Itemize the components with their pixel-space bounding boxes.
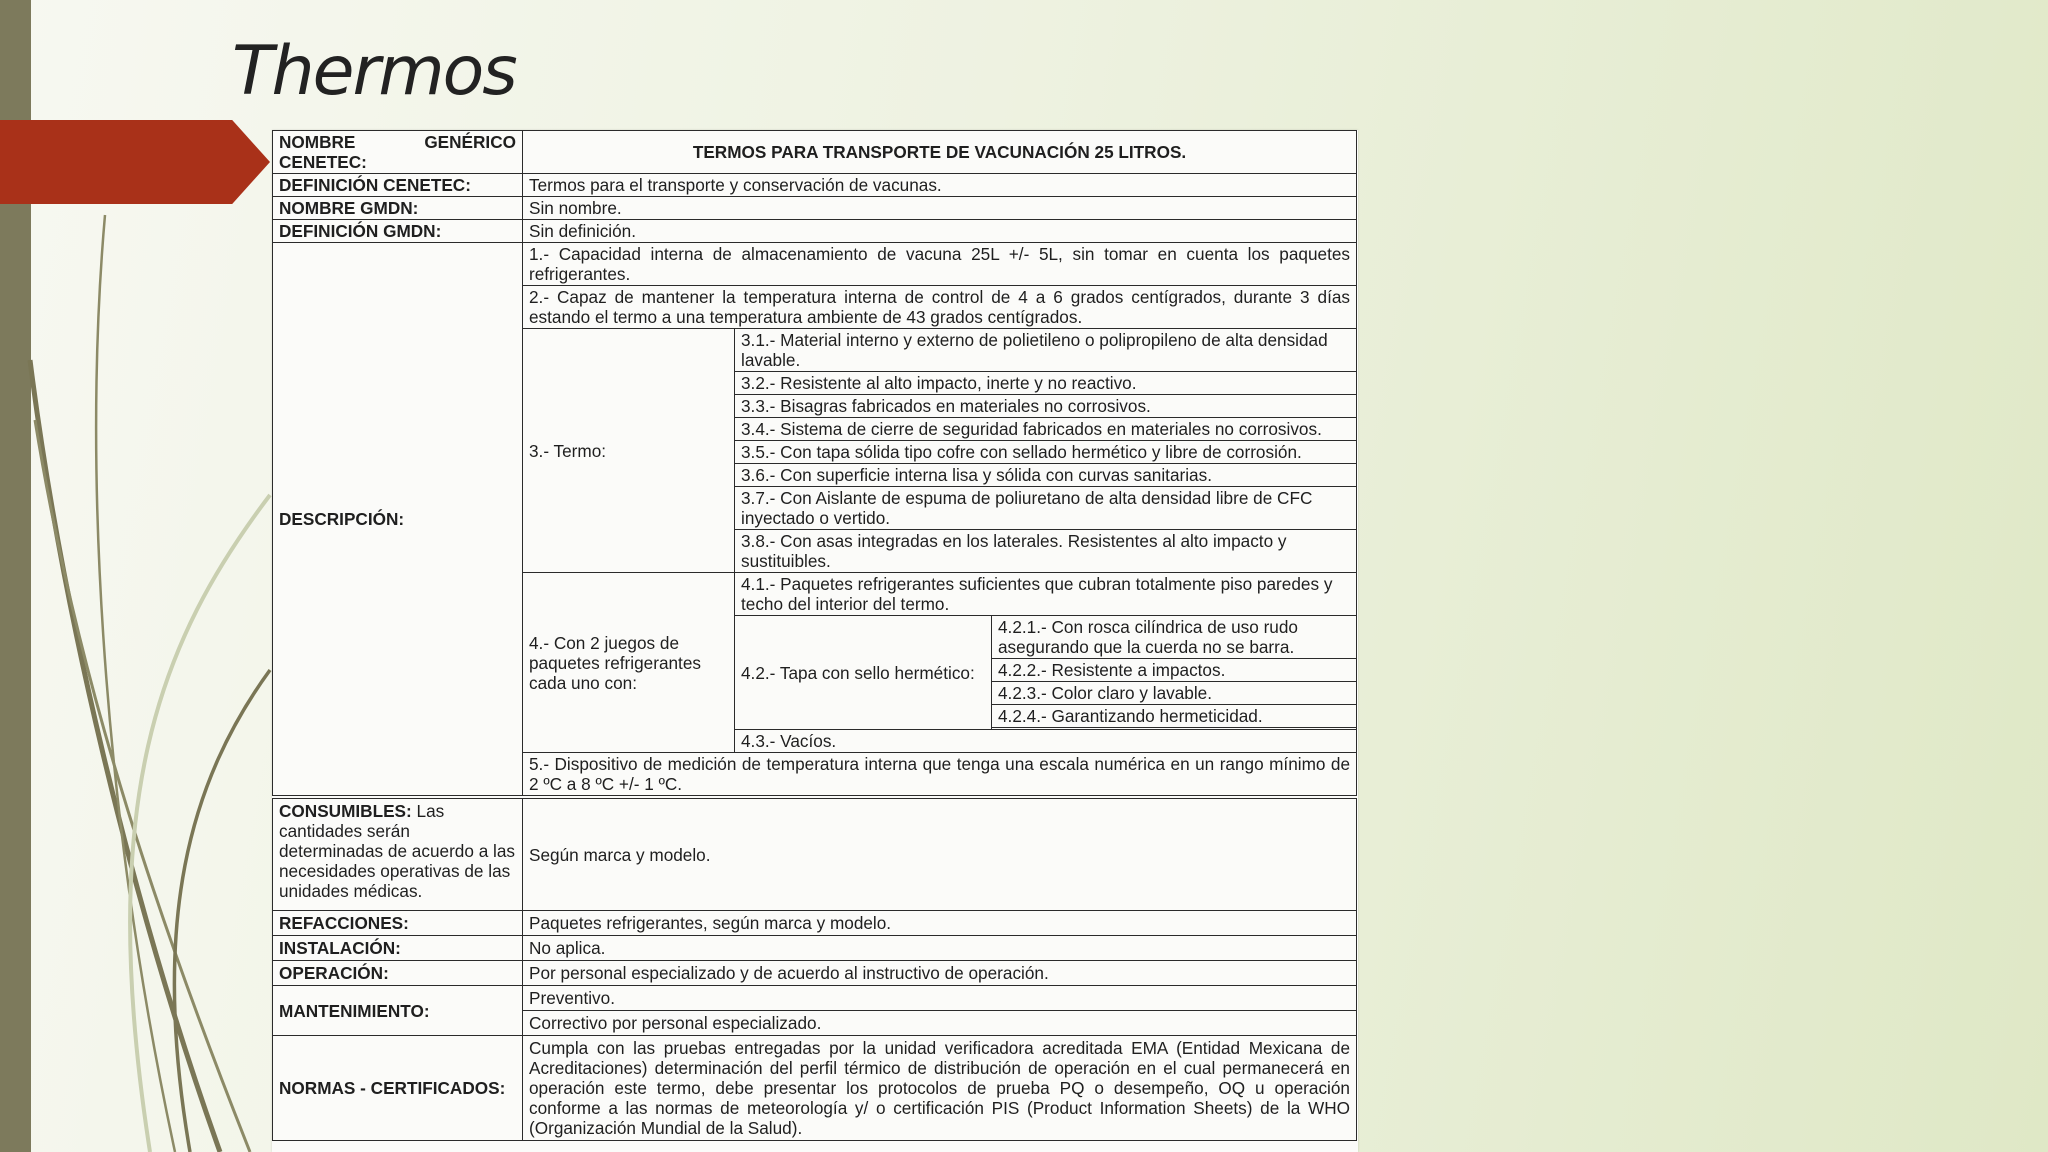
description-item-2: 2.- Capaz de mantener la temperatura interna de control de 4 a 6 grados centígrados, durante 3 días estando el termo a una temperatura ambiente de 43 grados centígrados. bbox=[523, 286, 1357, 329]
termo-item-3-3: 3.3.- Bisagras fabricados en materiales no corrosivos. bbox=[735, 395, 1357, 418]
hermetic-item-4-2-2: 4.2.2.- Resistente a impactos. bbox=[992, 659, 1357, 682]
refrigerant-item-4-3: 4.3.- Vacíos. bbox=[735, 730, 1357, 753]
consumables-note: Las cantidades serán determinadas de acuerdo a las necesidades operativas de las unidades médicas. bbox=[279, 801, 516, 901]
termo-item-3-1: 3.1.- Material interno y externo de polietileno o polipropileno de alta densidad lavable. bbox=[735, 329, 1357, 372]
def-cenetec-value: Termos para el transporte y conservación de vacunas. bbox=[523, 174, 1357, 197]
table-row bbox=[273, 799, 1357, 911]
spec-document bbox=[272, 130, 1358, 1152]
def-cenetec-label: DEFINICIÓN CENETEC: bbox=[273, 174, 523, 197]
table-row bbox=[273, 936, 1357, 961]
generic-name-label: NOMBRE GENÉRICO CENETEC: bbox=[273, 131, 523, 174]
hermetic-item-4-2-4: 4.2.4.- Garantizando hermeticidad. bbox=[992, 705, 1357, 728]
red-arrow-accent bbox=[0, 120, 270, 204]
table-row bbox=[273, 131, 1357, 174]
maintenance-preventive: Preventivo. bbox=[523, 986, 1357, 1011]
termo-item-3-4: 3.4.- Sistema de cierre de seguridad fabricados en materiales no corrosivos. bbox=[735, 418, 1357, 441]
table-row bbox=[273, 986, 1357, 1011]
table-row bbox=[273, 220, 1357, 243]
gmdn-name-label: NOMBRE GMDN: bbox=[273, 197, 523, 220]
termo-item-3-2: 3.2.- Resistente al alto impacto, inerte y no reactivo. bbox=[735, 372, 1357, 395]
termo-item-3-5: 3.5.- Con tapa sólida tipo cofre con sellado hermético y libre de corrosión. bbox=[735, 441, 1357, 464]
description-item-1: 1.- Capacidad interna de almacenamiento de vacuna 25L +/- 5L, sin tomar en cuenta los paquetes refrigerantes. bbox=[523, 243, 1357, 286]
table-row bbox=[273, 243, 1357, 286]
gmdn-def-value: Sin definición. bbox=[523, 220, 1357, 243]
operation-label: OPERACIÓN: bbox=[273, 961, 523, 986]
maintenance-corrective: Correctivo por personal especializado. bbox=[523, 1011, 1357, 1036]
description-label: DESCRIPCIÓN: bbox=[273, 243, 523, 796]
termo-item-3-8: 3.8.- Con asas integradas en los laterales. Resistentes al alto impacto y sustituibles. bbox=[735, 530, 1357, 573]
standards-label: NORMAS - CERTIFICADOS: bbox=[273, 1036, 523, 1141]
consumables-title: CONSUMIBLES: bbox=[279, 801, 412, 821]
slide-title: Thermos bbox=[232, 32, 516, 111]
standards-value: Cumpla con las pruebas entregadas por la unidad verificadora acreditada EMA (Entidad Mexicana de Acreditaciones) determinación del perfil térmico de distribución de operación en el cual permanecerá en operación este termo, debe presentar los protocolos de prueba PQ o desempeño, OQ u operación conforme a las normas de meteorología y/ o certificación PIS (Product Information Sheets) de la WHO (Organización Mundial de la Salud). bbox=[523, 1036, 1357, 1141]
description-item-5: 5.- Dispositivo de medición de temperatura interna que tenga una escala numérica en un rango mínimo de 2 ºC a 8 ºC +/- 1 ºC. bbox=[523, 753, 1357, 796]
hermetic-item-4-2-1: 4.2.1.- Con rosca cilíndrica de uso rudo asegurando que la cuerda no se barra. bbox=[992, 616, 1357, 659]
table-row bbox=[273, 1036, 1357, 1141]
table-row bbox=[273, 197, 1357, 220]
hermetic-lid-label: 4.2.- Tapa con sello hermético: bbox=[735, 616, 992, 730]
generic-name-value: TERMOS PARA TRANSPORTE DE VACUNACIÓN 25 LITROS. bbox=[523, 131, 1357, 174]
table-row bbox=[273, 174, 1357, 197]
gmdn-name-value: Sin nombre. bbox=[523, 197, 1357, 220]
gmdn-def-label: DEFINICIÓN GMDN: bbox=[273, 220, 523, 243]
termo-item-3-6: 3.6.- Con superficie interna lisa y sólida con curvas sanitarias. bbox=[735, 464, 1357, 487]
consumables-value: Según marca y modelo. bbox=[523, 799, 1357, 911]
spec-table bbox=[272, 130, 1357, 796]
refrigerant-item-4-1: 4.1.- Paquetes refrigerantes suficientes que cubran totalmente piso paredes y techo del interior del termo. bbox=[735, 573, 1357, 616]
termo-label: 3.- Termo: bbox=[523, 329, 735, 573]
table-row bbox=[273, 961, 1357, 986]
operation-value: Por personal especializado y de acuerdo al instructivo de operación. bbox=[523, 961, 1357, 986]
spare-parts-value: Paquetes refrigerantes, según marca y modelo. bbox=[523, 911, 1357, 936]
spec-table-lower bbox=[272, 798, 1357, 1141]
installation-label: INSTALACIÓN: bbox=[273, 936, 523, 961]
hermetic-item-4-2-3: 4.2.3.- Color claro y lavable. bbox=[992, 682, 1357, 705]
termo-item-3-7: 3.7.- Con Aislante de espuma de poliuretano de alta densidad libre de CFC inyectado o vertido. bbox=[735, 487, 1357, 530]
table-row bbox=[273, 911, 1357, 936]
consumables-label bbox=[273, 799, 523, 911]
spare-parts-label: REFACCIONES: bbox=[273, 911, 523, 936]
installation-value: No aplica. bbox=[523, 936, 1357, 961]
refrigerant-packs-label: 4.- Con 2 juegos de paquetes refrigerantes cada uno con: bbox=[523, 573, 735, 753]
maintenance-label: MANTENIMIENTO: bbox=[273, 986, 523, 1036]
